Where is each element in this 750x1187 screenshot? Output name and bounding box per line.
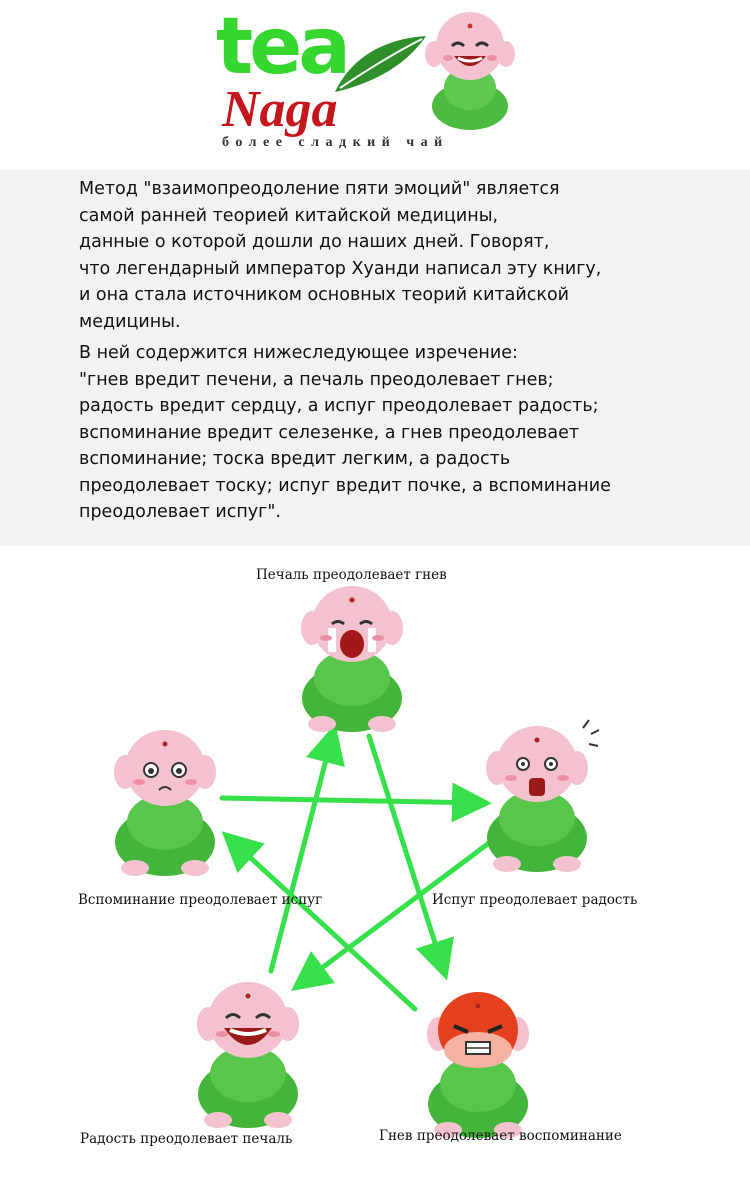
- intro-line: Метод "взаимопреодоление пяти эмоций" является: [79, 179, 560, 199]
- arrow-remembrance-to-fear: [222, 798, 482, 803]
- monk-anger-icon: [427, 992, 529, 1138]
- monk-fear-icon: [486, 720, 599, 872]
- intro-line: радость вредит сердцу, а испуг преодолевает радость;: [79, 396, 599, 416]
- intro-line: вспоминание; тоска вредит легким, а радость: [79, 449, 511, 469]
- intro-line: "гнев вредит печени, а печаль преодолевает гнев;: [79, 369, 554, 390]
- header: [0, 0, 750, 170]
- arrows-group: [222, 733, 489, 1009]
- monk-mascot-icon: [420, 6, 520, 136]
- intro-line: медицины.: [79, 311, 181, 332]
- label-anger: Гнев преодолевает воспоминание: [379, 1128, 622, 1144]
- logo-brand: Naga: [222, 81, 338, 138]
- intro-line: преодолевает тоску; испуг вредит почке, а вспоминание: [79, 475, 611, 496]
- arrow-fear-to-joy: [299, 843, 489, 985]
- intro-line: и она стала источником основных теорий китайской: [79, 285, 570, 305]
- pentagram-svg: [0, 546, 750, 1187]
- intro-line: данные о которой дошли до наших дней. Говорят,: [79, 232, 550, 252]
- monks-group: [114, 586, 599, 1138]
- monk-joy-icon: [197, 982, 299, 1128]
- logo-tagline: более сладкий чай: [222, 135, 449, 150]
- five-emotions-diagram: [0, 546, 750, 1187]
- label-remembrance: Вспоминание преодолевает испуг: [78, 892, 323, 908]
- logo-word: tea: [216, 2, 347, 92]
- intro-paragraph-1: [79, 176, 699, 335]
- intro-line: преодолевает испуг".: [79, 502, 281, 522]
- intro-panel: [0, 170, 750, 546]
- monk-remembrance-icon: [114, 730, 216, 876]
- label-sadness: Печаль преодолевает гнев: [256, 567, 447, 583]
- arrow-sadness-to-anger: [369, 736, 444, 971]
- intro-paragraph-2: [79, 340, 699, 526]
- label-fear: Испуг преодолевает радость: [432, 892, 638, 908]
- intro-line: что легендарный император Хуанди написал эту книгу,: [79, 258, 602, 279]
- label-joy: Радость преодолевает печаль: [80, 1131, 293, 1147]
- arrow-joy-to-sadness: [271, 733, 333, 971]
- intro-line: В ней содержится нижеследующее изречение:: [79, 343, 518, 363]
- leaf-icon: [330, 30, 430, 100]
- intro-line: вспоминание вредит селезенке, а гнев преодолевает: [79, 422, 580, 443]
- intro-line: самой ранней теорией китайской медицины,: [79, 205, 499, 226]
- monk-sadness-icon: [301, 586, 403, 732]
